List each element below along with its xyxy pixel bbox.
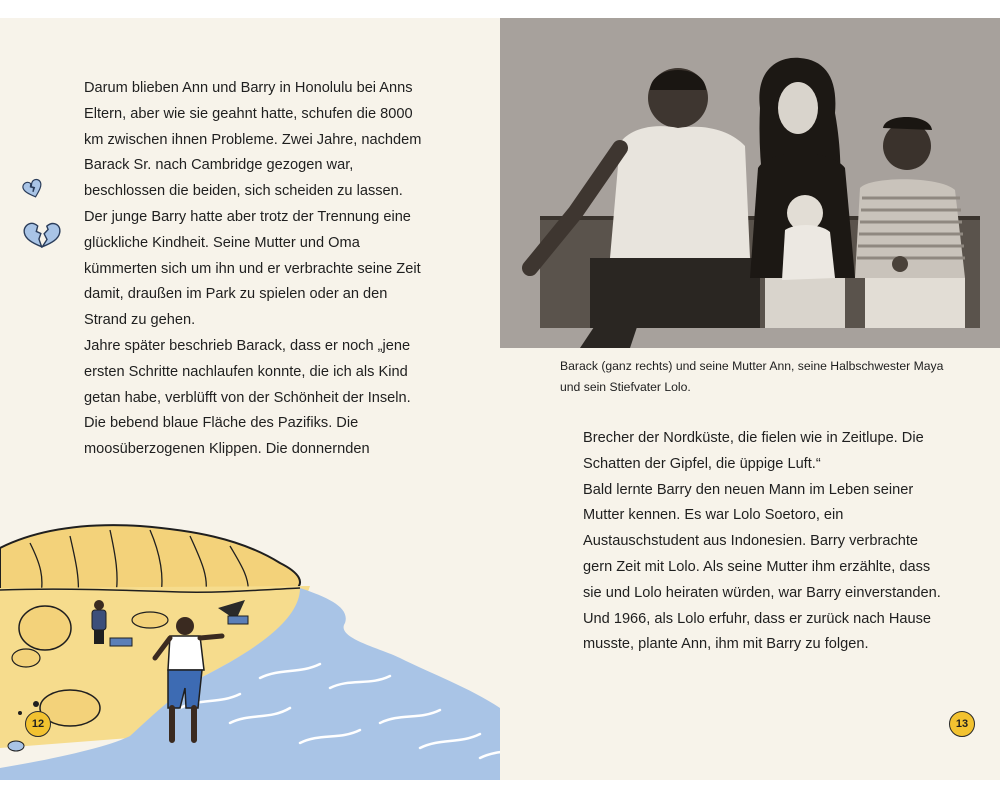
right-page-text bbox=[583, 426, 943, 658]
broken-heart-icon bbox=[22, 218, 62, 252]
left-page bbox=[0, 18, 500, 780]
left-paragraph-1: Darum blieben Ann und Barry in Honolulu bei Anns Eltern, aber wie sie geahnt hatte, schufen die 8000 km zwischen ihnen Probleme. Zwei Jahre, nachdem Barack Sr. nach Cambridge gezogen war, beschlossen die beiden, sich scheiden zu lassen. bbox=[84, 80, 422, 200]
book-spread bbox=[0, 18, 1000, 780]
right-paragraph-1: Brecher der Nordküste, die fielen wie in Zeitlupe. Die Schatten der Gipfel, die üppige Luft.“ bbox=[583, 430, 924, 472]
page-number-right: 13 bbox=[949, 711, 975, 737]
photo-caption: Barack (ganz rechts) und seine Mutter Ann, seine Halbschwester Maya und sein Stiefvater Lolo. bbox=[560, 359, 944, 394]
family-photo bbox=[500, 18, 1000, 348]
right-paragraph-3: Und 1966, als Lolo erfuhr, dass er zurück nach Hause musste, plante Ann, ihm mit Barry zu folgen. bbox=[583, 610, 932, 653]
right-page bbox=[500, 18, 1000, 780]
page-number-left: 12 bbox=[25, 711, 51, 737]
beach-illustration bbox=[0, 508, 500, 780]
broken-heart-icon bbox=[22, 178, 44, 200]
left-paragraph-2: Der junge Barry hatte aber trotz der Trennung eine glückliche Kindheit. Seine Mutter und Oma kümmerten sich um ihn und er verbrachte seine Zeit damit, draußen im Park zu spielen oder an den Strand zu gehen. bbox=[84, 208, 421, 329]
left-page-text bbox=[84, 76, 434, 463]
left-paragraph-3: Jahre später beschrieb Barack, dass er noch „jene ersten Schritte nachlaufen konnte, die ich als Kind getan habe, verblüfft von der Schönheit der Inseln. Die bebend blaue Fläche des Pazifiks. Die moosüberzogenen Klippen. Die donnernden bbox=[84, 337, 411, 458]
right-paragraph-2: Bald lernte Barry den neuen Mann im Leben seiner Mutter kennen. Es war Lolo Soetoro, ein Austauschstudent aus Indonesien. Barry verbrachte gern Zeit mit Lolo. Als seine Mutter ihm erzählte, dass sie und Lolo heiraten würden, war Barry einverstanden. bbox=[583, 481, 941, 601]
